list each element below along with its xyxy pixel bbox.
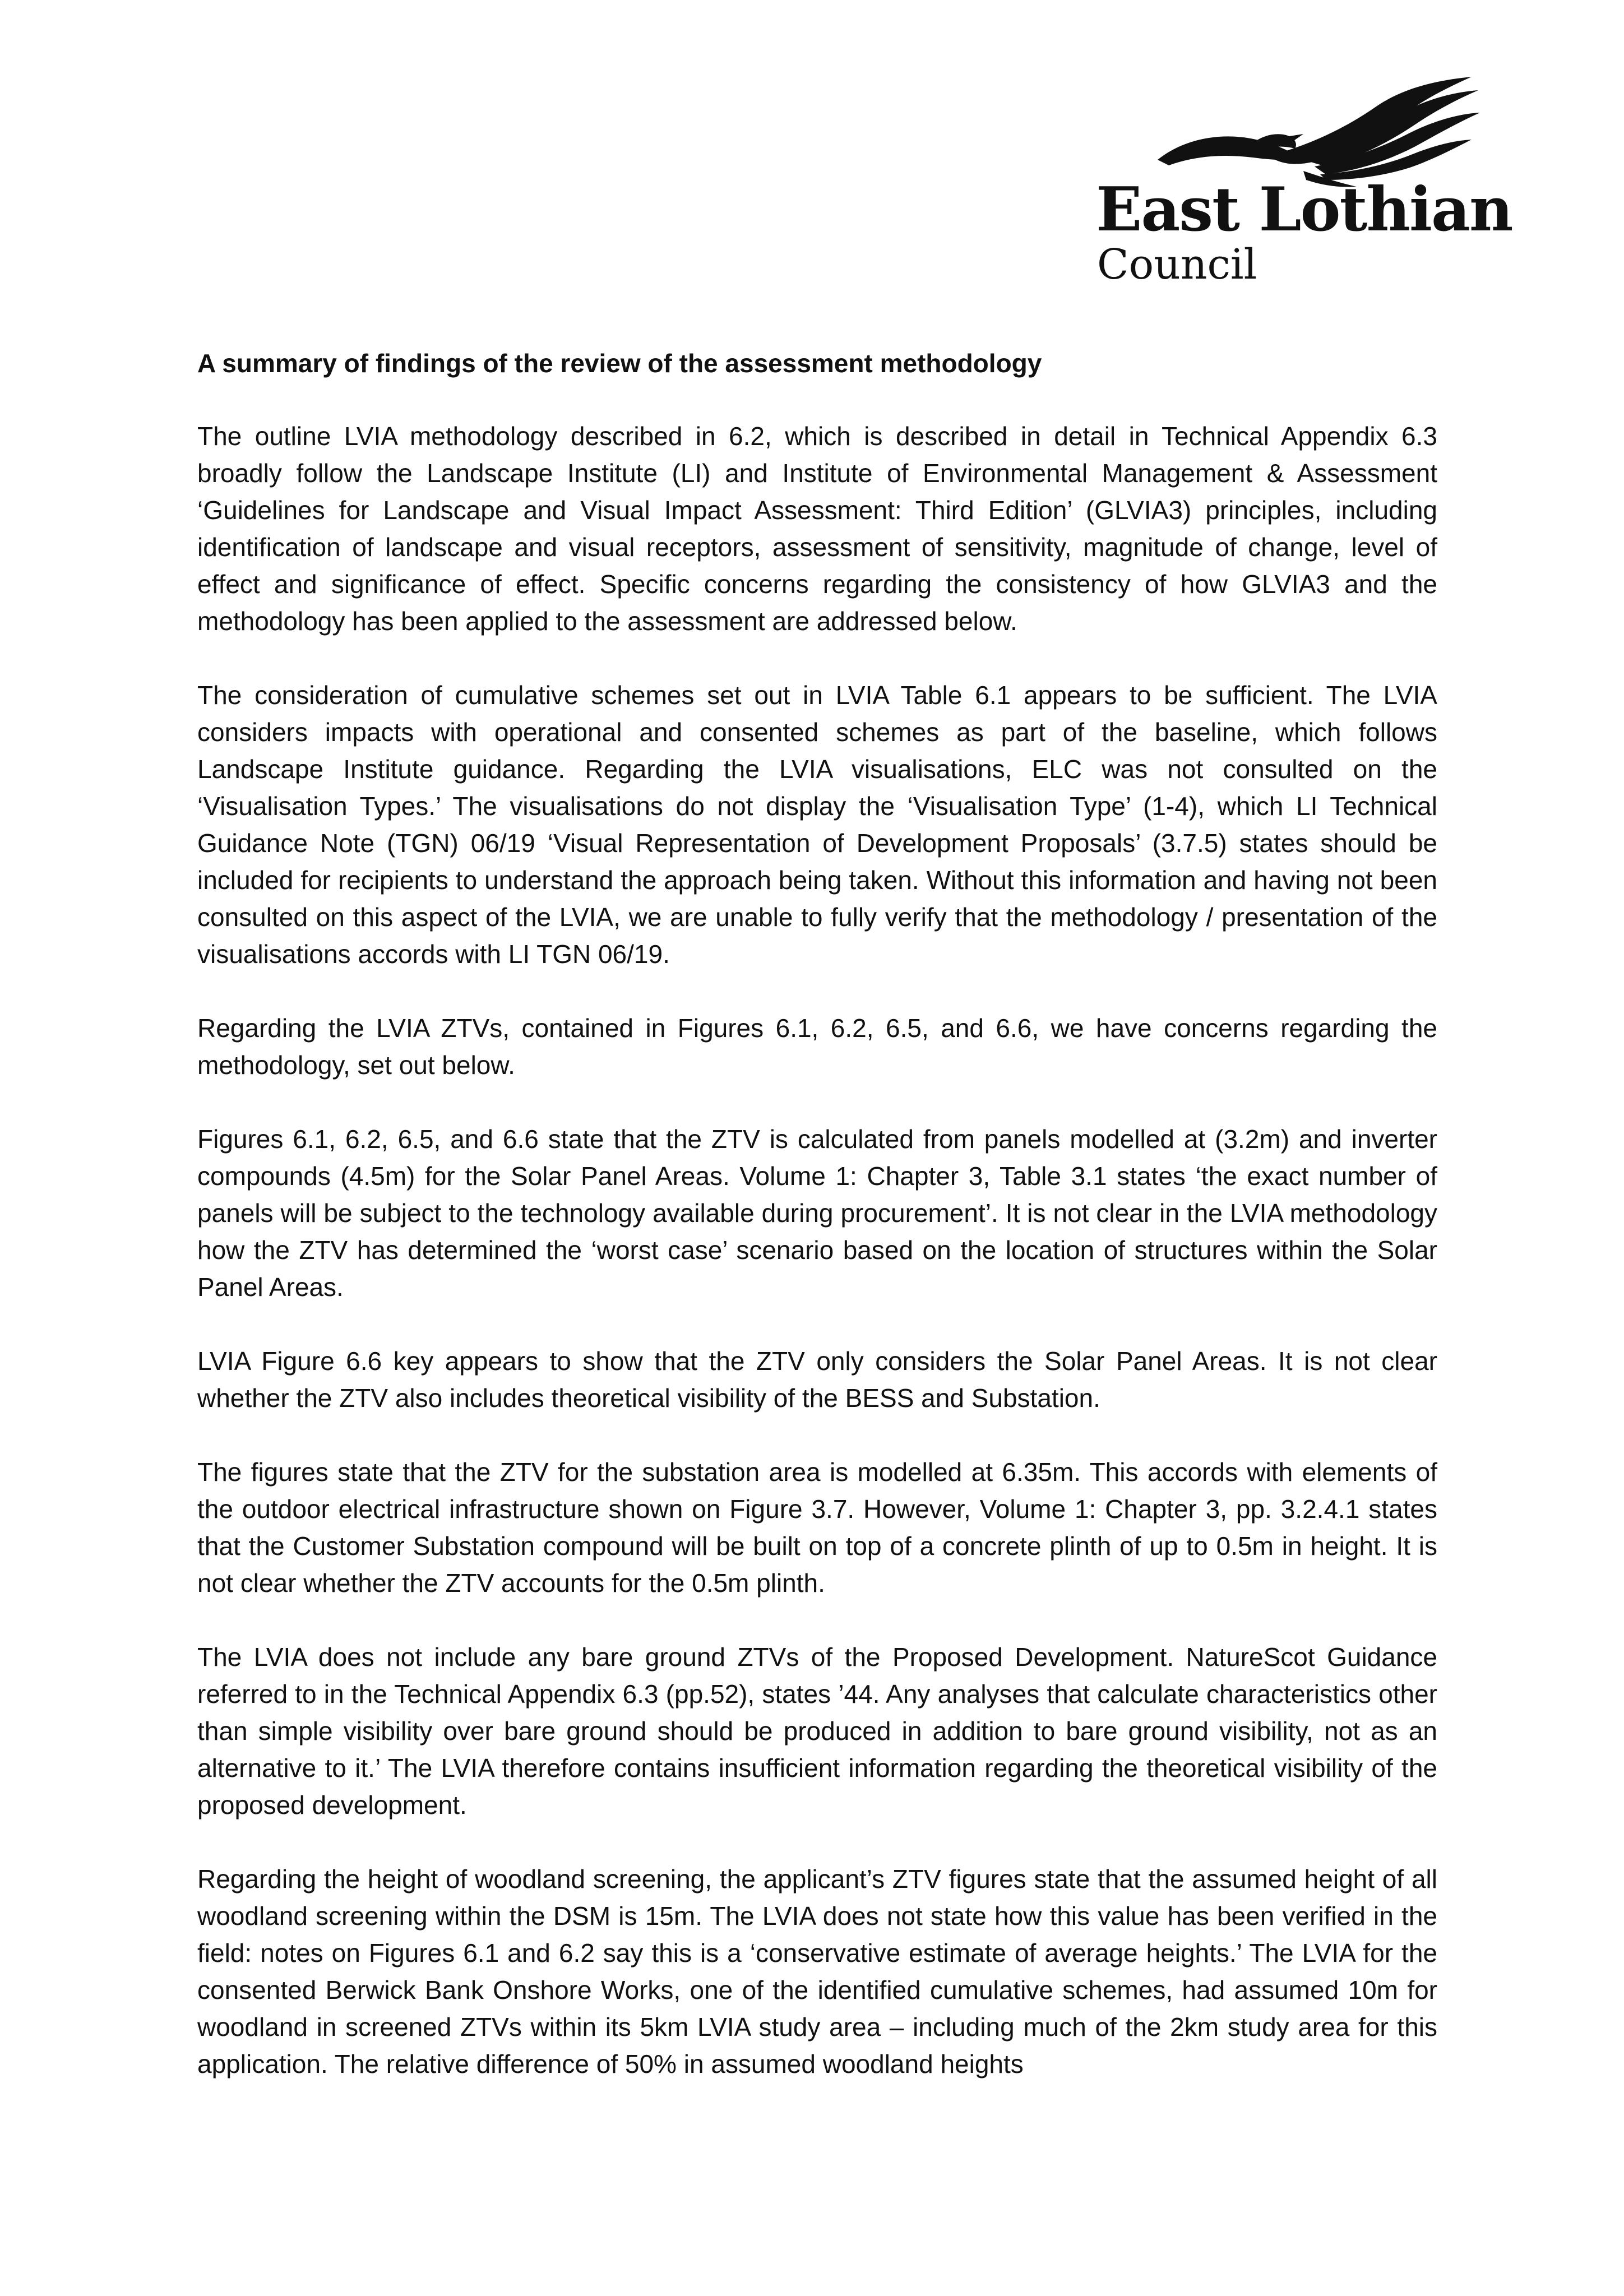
council-logo (1096, 76, 1522, 294)
logo-wordmark: East Lothian (1096, 174, 1512, 245)
paragraph-ztv-panels: Figures 6.1, 6.2, 6.5, and 6.6 state that the ZTV is calculated from panels modelled at (3.2m) and inverter compounds (4.5m) for the Solar Panel Areas. Volume 1: Chapter 3, Table 3.1 states ‘the exact number of panels will be subject to the technology available during procurement’. It is not clear in the LVIA methodology how the ZTV has determined the ‘worst case’ scenario based on the location of structures within the Solar Panel Areas. (197, 1124, 1437, 1302)
paragraph-ztv-key: LVIA Figure 6.6 key appears to show that the ZTV only considers the Solar Panel Areas. It is not clear whether the ZTV also includes theoretical visibility of the BESS and Substation. (197, 1346, 1437, 1413)
document-body (197, 345, 1437, 2082)
paragraph-ztv-intro: Regarding the LVIA ZTVs, contained in Figures 6.1, 6.2, 6.5, and 6.6, we have concerns regarding the methodology, set out below. (197, 1013, 1437, 1080)
paragraph-woodland: Regarding the height of woodland screening, the applicant’s ZTV figures state that the assumed height of all woodland screening within the DSM is 15m. The LVIA does not state how this value has been verified in the field: notes on Figures 6.1 and 6.2 say this is a ‘conservative estimate of average heights.’ The LVIA for the consented Berwick Bank Onshore Works, one of the identified cumulative schemes, had assumed 10m for woodland in screened ZTVs within its 5km LVIA study area – including much of the 2km study area for this application. The relative difference of 50% in assumed woodland heights (197, 1864, 1437, 2079)
paragraph-substation: The figures state that the ZTV for the substation area is modelled at 6.35m. This accords with elements of the outdoor electrical infrastructure shown on Figure 3.7. However, Volume 1: Chapter 3, pp. 3.2.4.1 states that the Customer Substation compound will be built on top of a concrete plinth of up to 0.5m in height. It is not clear whether the ZTV accounts for the 0.5m plinth. (197, 1457, 1437, 1598)
paragraph-methodology: The outline LVIA methodology described in 6.2, which is described in detail in Technical Appendix 6.3 broadly follow the Landscape Institute (LI) and Institute of Environmental Management & Assessment ‘Guidelines for Landscape and Visual Impact Assessment: Third Edition’ (GLVIA3) principles, including identification of landscape and visual receptors, assessment of sensitivity, magnitude of change, level of effect and significance of effect. Specific concerns regarding the consistency of how GLVIA3 and the methodology has been applied to the assessment are addressed below. (197, 422, 1437, 636)
section-heading: A summary of findings of the review of the assessment methodology (197, 349, 1042, 378)
logo-subtitle: Council (1097, 240, 1257, 289)
paragraph-cumulative-schemes: The consideration of cumulative schemes set out in LVIA Table 6.1 appears to be sufficient. The LVIA considers impacts with operational and consented schemes as part of the baseline, which follows Landscape Institute guidance. Regarding the LVIA visualisations, ELC was not consulted on the ‘Visualisation Types.’ The visualisations do not display the ‘Visualisation Type’ (1-4), which LI Technical Guidance Note (TGN) 06/19 ‘Visual Representation of Development Proposals’ (3.7.5) states should be included for recipients to understand the approach being taken. Without this information and having not been consulted on this aspect of the LVIA, we are unable to fully verify that the methodology / presentation of the visualisations accords with LI TGN 06/19. (197, 681, 1437, 969)
paragraph-bare-ground: The LVIA does not include any bare ground ZTVs of the Proposed Development. NatureScot Guidance referred to in the Technical Appendix 6.3 (pp.52), states ’44. Any analyses that calculate characteristics other than simple visibility over bare ground should be produced in addition to bare ground visibility, not as an alternative to it.’ The LVIA therefore contains insufficient information regarding the theoretical visibility of the proposed development. (197, 1642, 1437, 1820)
